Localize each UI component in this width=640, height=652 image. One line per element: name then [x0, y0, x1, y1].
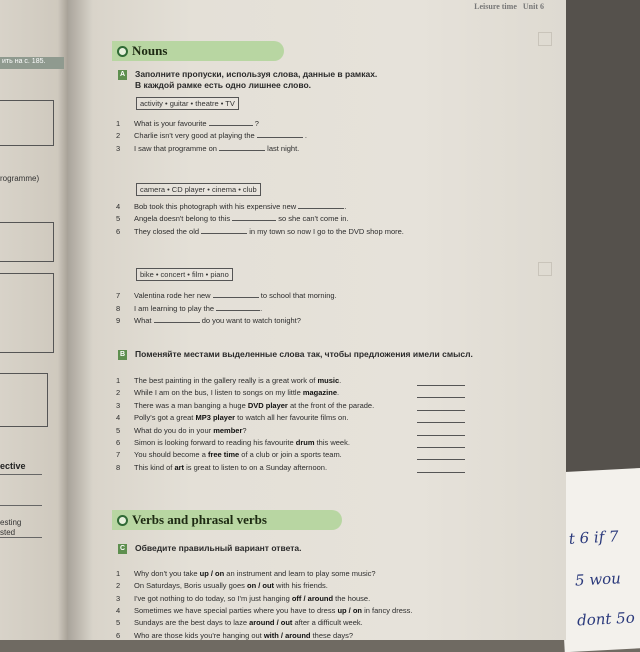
item-text: Valentina rode her new	[134, 291, 211, 300]
item-number: 2	[116, 131, 121, 140]
highlighted-word: member	[213, 425, 243, 435]
item-text: I saw that programme on	[134, 144, 217, 153]
item-text: Simon is looking forward to reading his favourite	[134, 438, 296, 447]
item-text: these days?	[310, 630, 354, 640]
section-title: Verbs and phrasal verbs	[132, 512, 267, 527]
answer-line[interactable]	[417, 459, 465, 460]
item-number: 7	[116, 291, 121, 300]
highlighted-word: free time	[207, 450, 240, 460]
margin-box	[538, 32, 552, 46]
running-head-title: Leisure time	[474, 2, 517, 11]
highlighted-word: MP3 player	[195, 413, 236, 423]
item-text: .	[337, 388, 340, 398]
section-title: Nouns	[132, 43, 168, 58]
facing-page-text: esting	[0, 518, 22, 527]
section-nouns-header	[112, 41, 284, 61]
item-number: 7	[116, 450, 121, 460]
item-text: so she can't come in.	[278, 214, 349, 223]
answer-line[interactable]	[417, 397, 465, 398]
highlighted-word: drum	[295, 438, 315, 447]
item-text: to school that morning.	[260, 291, 337, 300]
item-text: Why don't you take	[134, 569, 200, 578]
item-text: I am learning to play the	[134, 304, 215, 313]
facing-page-box	[0, 100, 54, 146]
item-number: 1	[116, 376, 121, 385]
highlighted-word[interactable]: on / out	[246, 581, 275, 591]
item-number: 5	[116, 618, 121, 628]
item-text: Who are those kids you're hanging out	[134, 630, 264, 640]
notebook	[555, 468, 640, 652]
item-text: to watch all her favourite films on.	[235, 413, 349, 423]
facing-page-text: sted	[0, 528, 16, 537]
answer-blank[interactable]	[209, 119, 253, 126]
item-number: 4	[116, 202, 121, 211]
item-text: .	[260, 304, 263, 313]
item-text: is great to listen to on a Sunday afternoon.	[184, 462, 328, 472]
running-head	[474, 2, 544, 11]
item-text: Sundays are the best days to laze	[134, 618, 250, 628]
item-text: the house.	[333, 593, 371, 603]
item-number: 6	[116, 630, 121, 640]
item-number: 9	[116, 316, 121, 325]
item-number: 8	[116, 462, 121, 472]
item-number: 4	[116, 413, 121, 423]
facing-page	[0, 0, 68, 640]
answer-blank[interactable]	[154, 316, 200, 323]
item-text: ?	[242, 425, 247, 435]
answer-blank[interactable]	[257, 131, 303, 138]
item-text: at the front of the parade.	[287, 400, 375, 410]
highlighted-word[interactable]: with / around	[263, 630, 311, 640]
instruction-line: В каждой рамке есть одно лишнее слово.	[135, 80, 312, 90]
item-text: Sometimes we have special parties where you have to dress	[134, 605, 338, 615]
item-number: 5	[116, 425, 121, 435]
item-text: This kind of	[134, 462, 175, 472]
item-text: On Saturdays, Boris usually goes	[134, 581, 247, 591]
answer-blank[interactable]	[201, 227, 247, 234]
handwriting-line: dont 5o	[576, 608, 636, 630]
item-text: .	[304, 131, 307, 140]
workbook-page	[68, 0, 566, 640]
exercise-b-instruction: Поменяйте местами выделенные слова так, чтобы предложения имели смысл.	[135, 349, 473, 359]
exercise-a-badge: A	[119, 71, 126, 78]
item-text: do you want to watch tonight?	[201, 316, 301, 325]
answer-blank[interactable]	[298, 202, 347, 211]
item-number: 3	[116, 593, 121, 603]
answer-blank[interactable]	[232, 214, 276, 221]
running-head-unit: Unit 6	[522, 2, 544, 11]
answer-line[interactable]	[417, 472, 465, 473]
item-text: an instrument and learn to play some music?	[224, 569, 376, 578]
highlighted-word[interactable]: up / on	[199, 569, 225, 578]
item-text: What do you do in your	[134, 425, 214, 435]
answer-blank[interactable]	[213, 291, 259, 298]
highlighted-word: DVD player	[247, 400, 288, 410]
item-text: of a club or join a sports team.	[239, 450, 342, 460]
item-text: What is your favourite	[134, 119, 207, 128]
facing-page-box	[0, 273, 54, 353]
item-text: Polly's got a great	[134, 413, 196, 423]
answer-line[interactable]	[417, 385, 465, 386]
item-number: 4	[116, 605, 121, 615]
item-text: in my town so now I go to the DVD shop more.	[249, 227, 404, 236]
answer-line[interactable]	[417, 435, 465, 436]
item-text: .	[344, 202, 347, 211]
facing-page-rule	[0, 474, 42, 475]
item-text: after a difficult week.	[292, 618, 363, 628]
section-verbs-header	[112, 510, 342, 530]
item-text: There was a man banging a huge	[134, 400, 248, 410]
item-text: Charlie isn't very good at playing the	[134, 131, 255, 140]
item-text: I've got nothing to do today, so I'm just hanging	[134, 593, 292, 603]
facing-page-text: rogramme)	[0, 174, 40, 183]
item-text: Bob took this photograph with his expensive new	[134, 202, 297, 211]
item-number: 6	[116, 227, 121, 236]
facing-page-ref: ить на с. 185.	[2, 58, 46, 65]
item-text: in fancy dress.	[362, 605, 413, 615]
highlighted-word: music	[317, 376, 340, 385]
item-text: The best painting in the gallery really is a great work of	[134, 376, 318, 385]
item-number: 5	[116, 214, 121, 223]
item-text: this week.	[314, 438, 350, 447]
item-number: 2	[116, 388, 121, 398]
item-number: 3	[116, 144, 121, 153]
item-text: .	[339, 376, 342, 385]
highlighted-word[interactable]: off / around	[291, 593, 334, 603]
word-box: activity • guitar • theatre • TV	[136, 97, 239, 110]
facing-page-box	[0, 373, 48, 427]
item-text: While I am on the bus, I listen to songs on my little	[134, 388, 303, 398]
item-number: 3	[116, 400, 121, 410]
exercise-b-badge: B	[119, 351, 126, 358]
highlighted-word[interactable]: up / on	[337, 605, 363, 615]
answer-line[interactable]	[417, 422, 465, 423]
item-text: You should become a	[134, 450, 208, 460]
exercise-c-badge: C	[119, 545, 126, 552]
instruction-line: Заполните пропуски, используя слова, данные в рамках.	[135, 69, 378, 79]
facing-page-heading: ective	[0, 461, 26, 471]
item-number: 1	[116, 569, 121, 578]
handwriting-line: 5 wou	[574, 569, 622, 590]
item-text: with his friends.	[274, 581, 328, 591]
item-text: What	[134, 316, 152, 325]
handwriting-line: t 6 if 7	[568, 527, 620, 548]
item-number: 8	[116, 304, 121, 313]
facing-page-header	[0, 57, 64, 69]
word-box: camera • CD player • cinema • club	[136, 183, 261, 196]
answer-line[interactable]	[417, 447, 465, 448]
highlighted-word: magazine	[302, 388, 338, 398]
facing-page-box	[0, 222, 54, 262]
exercise-c-instruction: Обведите правильный вариант ответа.	[135, 543, 302, 553]
answer-blank[interactable]	[219, 144, 265, 151]
item-number: 1	[116, 119, 121, 128]
item-text: Angela doesn't belong to this	[134, 214, 231, 223]
answer-line[interactable]	[417, 410, 465, 411]
item-number: 6	[116, 438, 121, 447]
word-box: bike • concert • film • piano	[136, 268, 233, 281]
highlighted-word[interactable]: around / out	[249, 618, 293, 628]
margin-box	[538, 262, 552, 276]
item-number: 2	[116, 581, 121, 591]
facing-page-rule	[0, 505, 42, 506]
answer-blank[interactable]	[216, 304, 263, 313]
item-text: ?	[254, 119, 259, 128]
exercise-a-instruction	[135, 69, 377, 91]
item-text: last night.	[267, 144, 300, 153]
highlighted-word: art	[174, 462, 185, 472]
item-text: They closed the old	[134, 227, 200, 236]
facing-page-rule	[0, 537, 42, 538]
